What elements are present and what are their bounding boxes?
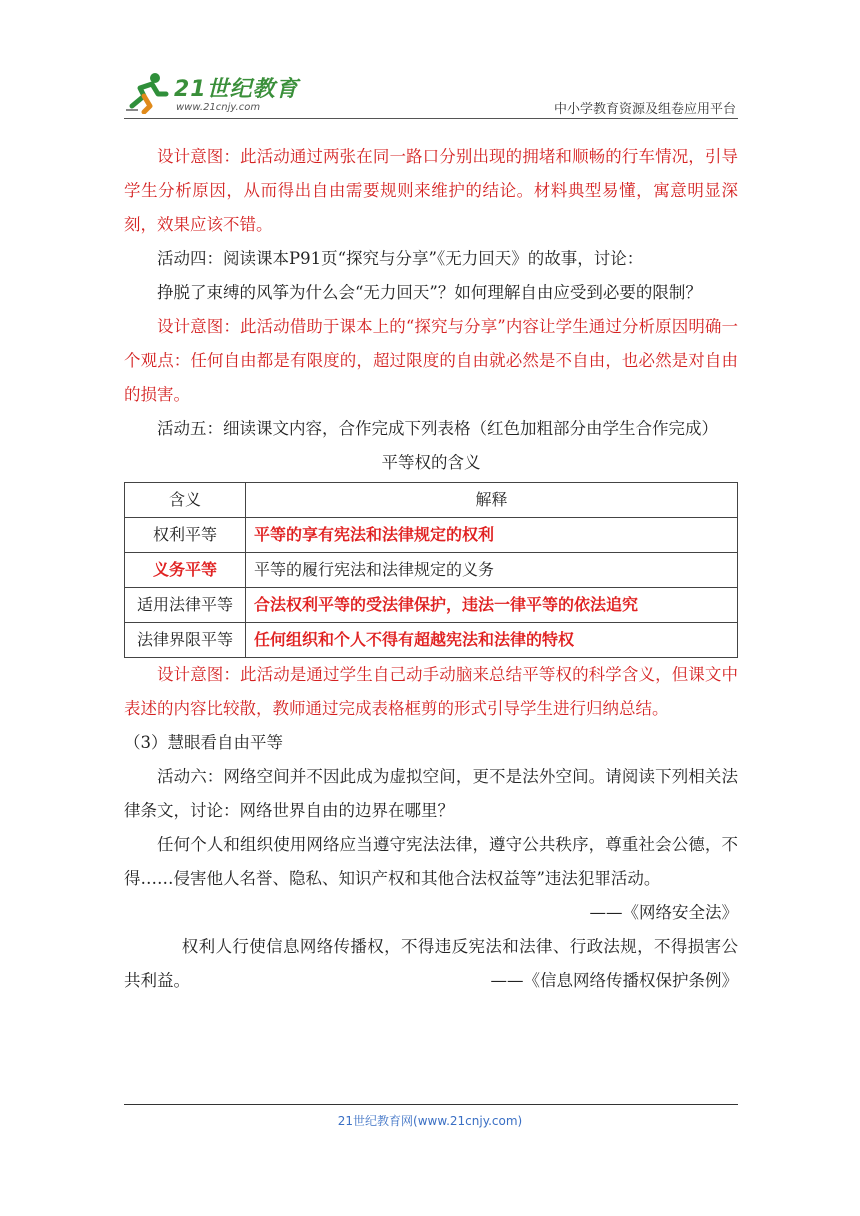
- page-header: [124, 62, 738, 120]
- law-quote-paragraph: 任何个人和组织使用网络应当遵守宪法法律，遵守公共秩序，尊重社会公德，不得……侵害他人名誉、隐私、知识产权和其他合法权益等”违法犯罪活动。: [124, 835, 738, 888]
- logo-url: www.21cnjy.com: [176, 102, 261, 113]
- logo-text: 21世纪教育: [174, 77, 299, 102]
- table-row: [125, 518, 738, 553]
- table-row: [125, 553, 738, 588]
- law-source: ——《网络安全法》: [589, 903, 738, 922]
- logo: [124, 70, 299, 114]
- table-row: [125, 623, 738, 658]
- table-row: [125, 588, 738, 623]
- activity-six-paragraph: 活动六：网络空间并不因此成为虚拟空间，更不是法外空间。请阅读下列相关法律条文，讨论：网络世界自由的边界在哪里？: [124, 767, 738, 820]
- table-title: 平等权的含义: [381, 453, 481, 472]
- runner-logo-icon: [124, 72, 170, 114]
- table-term-cell: 适用法律平等: [125, 588, 246, 623]
- table-header-row: [125, 483, 738, 518]
- law-quote-text: 权利人行使信息网络传播权，不得违反宪法和法律、行政法规，不得损害公共利益。: [124, 937, 738, 990]
- table-header-cell: 解释: [246, 483, 738, 518]
- kite-question-paragraph: 挣脱了束缚的风筝为什么会“无力回天”？如何理解自由应受到必要的限制？: [157, 283, 702, 302]
- table-explain-cell: 平等的履行宪法和法律规定的义务: [246, 553, 738, 588]
- design-intent-paragraph: 设计意图：此活动是通过学生自己动手动脑来总结平等权的科学含义，但课文中表述的内容比较散，教师通过完成表格框剪的形式引导学生进行归纳总结。: [124, 665, 738, 718]
- activity-four-paragraph: 活动四：阅读课本P91页“探究与分享”《无力回天》的故事，讨论：: [157, 249, 644, 268]
- header-platform-text: 中小学教育资源及组卷应用平台: [553, 102, 736, 117]
- equality-rights-table: [124, 482, 738, 658]
- table-header-cell: 含义: [125, 483, 246, 518]
- table-explain-cell: 合法权利平等的受法律保护，违法一律平等的依法追究: [246, 588, 738, 623]
- law-quote-paragraph: [124, 930, 738, 998]
- table-term-cell: 义务平等: [125, 553, 246, 588]
- footer-divider: [124, 1104, 738, 1105]
- header-divider: [124, 118, 738, 119]
- activity-five-paragraph: 活动五：细读课文内容，合作完成下列表格（红色加粗部分由学生合作完成）: [157, 419, 718, 438]
- design-intent-paragraph: 设计意图：此活动借助于课本上的“探究与分享”内容让学生通过分析原因明确一个观点：任何自由都是有限度的，超过限度的自由就必然是不自由，也必然是对自由的损害。: [124, 317, 738, 404]
- table-explain-cell: 平等的享有宪法和法律规定的权利: [246, 518, 738, 553]
- section-heading: （3）慧眼看自由平等: [124, 733, 283, 752]
- law-source: ——《信息网络传播权保护条例》: [490, 971, 738, 990]
- table-term-cell: 法律界限平等: [125, 623, 246, 658]
- table-explain-cell: 任何组织和个人不得有超越宪法和法律的特权: [246, 623, 738, 658]
- table-term-cell: 权利平等: [125, 518, 246, 553]
- footer-text: 21世纪教育网(www.21cnjy.com): [337, 1114, 523, 1128]
- document-body: [124, 140, 738, 998]
- design-intent-paragraph: 设计意图：此活动通过两张在同一路口分别出现的拥堵和顺畅的行车情况，引导学生分析原因，从而得出自由需要规则来维护的结论。材料典型易懂，寓意明显深刻，效果应该不错。: [124, 147, 738, 234]
